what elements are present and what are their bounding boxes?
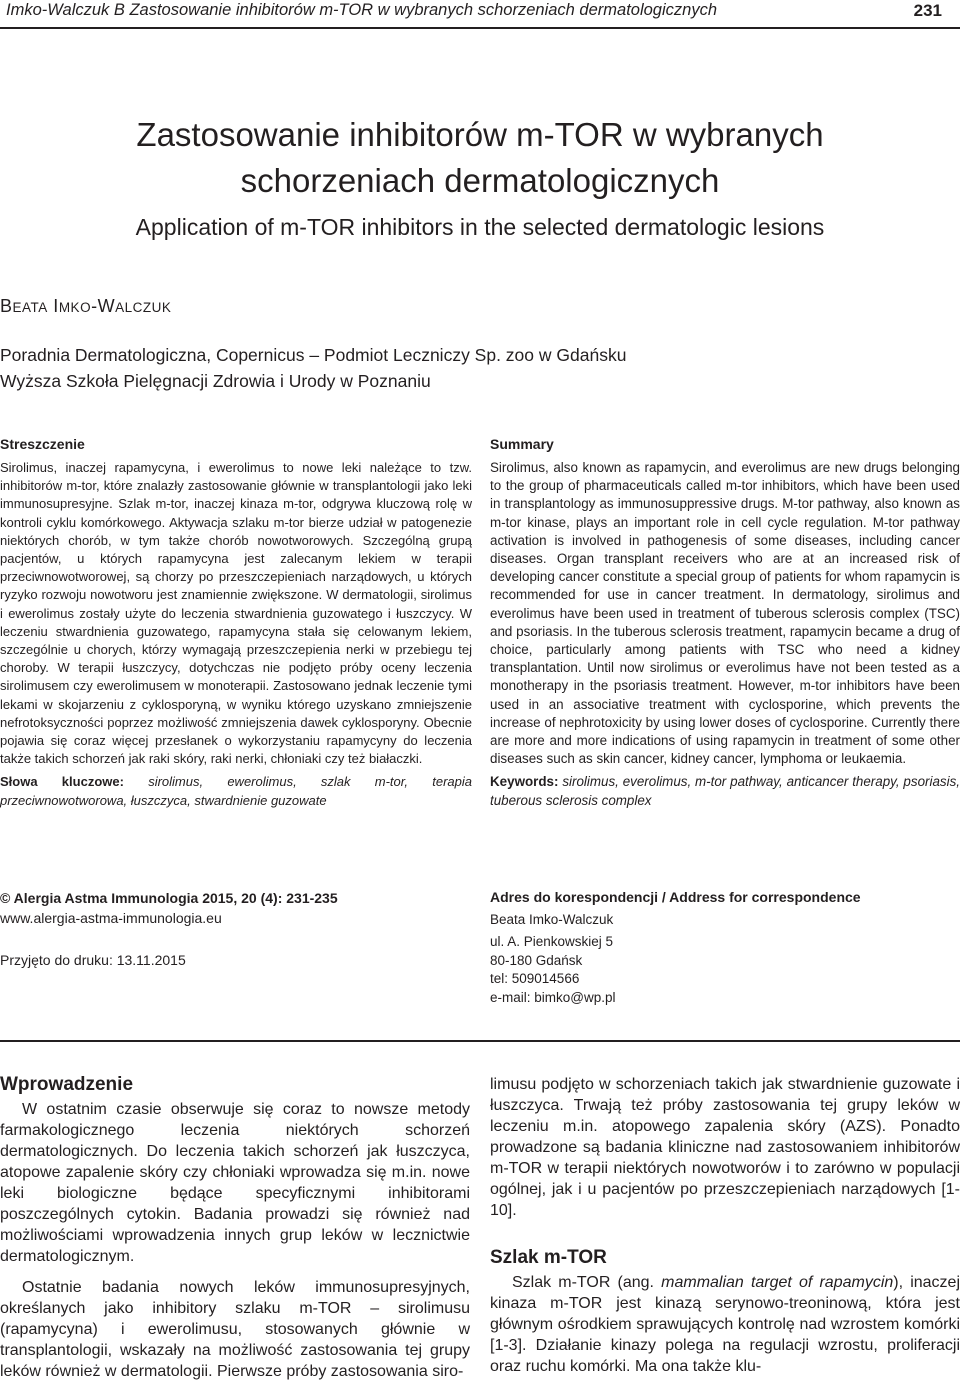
correspondence-tel: tel: 509014566 [490, 971, 580, 986]
header-rule [0, 27, 960, 29]
article-title-pl [0, 112, 960, 204]
journal-url[interactable]: www.alergia-astma-immunologia.eu [0, 910, 222, 926]
keywords-en [490, 773, 960, 809]
abstract-pl-paragraph: Sirolimus, inaczej rapamycyna, i ewerolimus to nowe leki należące to tzw. inhibitorów m-tor, które znalazły zastosowanie głównie w transplantologii jako leki immunosupresyjne. Szlak m-tor, inaczej kinaza m-tor, odgrywa kluczową rolę w kontroli cyklu komórkowego. Aktywacja szlaku m-tor bierze udział w patogenezie niektórych chorób, w tym także chorób nowotworowych. Szczególną grupą pacjentów, u których rapamycyna jest zalecanym lekiem w terapii przeciwnowotworowej, są chorzy po przeszczepieniach narządowych, u których ryzyko rozwoju nowotworu jest znamiennie zwiększone. W dermatologii, sirolimus i ewerolimus zostały użyte do leczenia stwardnienia guzowatego i łuszczycy. W leczeniu stwardnienia guzowatego, rapamycyna stała się celowanym lekiem, szczególnie u chorych, którzy wymagają przeszczepienia nerki w przebiegu tej choroby. W terapii łuszczycy, dotychczas nie podjęto próby oceny leczenia sirolimusem czy ewerolimusem w monoterapii. Zastosowano jednak leczenie tymi lekami w skojarzeniu z cyklosporyną, w wyniku którego uzyskano zmniejszenie nefrotoksyczności poprzez możliwość zmniejszenia dawek cyklosporyny. Obecnie pojawia się coraz więcej przesłanek o wykorzystaniu rapamycyny do leczenia także takich schorzeń jak raki skóry, raki nerki, chłoniaki czy też białaczki. [0, 460, 472, 767]
mtor-paragraph-1 [490, 1272, 960, 1377]
keywords-en-label: Keywords: [490, 774, 559, 790]
article-title-en: Application of m-TOR inhibitors in the selected dermatologic lesions [135, 214, 825, 240]
running-head [0, 0, 960, 24]
intro-paragraph-3: limusu podjęto w schorzeniach takich jak stwardnienie guzowate i łuszczyca. Trwają też próby zastosowania tej grupy leków w leczeniu m.in. atopowego zapalenia skóry (AZS). Ponadto prowadzone są badania kliniczne nad zastosowaniem inhibitorów m-TOR w terapii niektórych nowotworów i to zarówno w populacji ogólnej, jak i u pacjentów po przeszczepieniach narządowych [1-10]. [490, 1076, 960, 1219]
correspondence-street: ul. A. Pienkowskiej 5 [490, 934, 614, 949]
author-last-initial: I [53, 296, 59, 316]
correspondence-email[interactable]: e-mail: bimko@wp.pl [490, 989, 616, 1005]
mtor-text-a: Szlak m-TOR (ang. [512, 1274, 662, 1291]
author-name: BEATA IMKO-WALCZUK [0, 296, 172, 316]
section-rule [0, 1040, 960, 1042]
abstract-en [490, 436, 960, 810]
intro-paragraph-1: W ostatnim czasie obserwuje się coraz to nowsze metody farmakologicznego leczenia niektórych schorzeń dermatologicznych. Do leczenia takich schorzeń jak łuszczyca, atopowe zapalenie skóry czy chłoniaki wprowadza się m.in. nowe leki biologiczne będące specyficznymi inhibitorami poszczególnych cytokin. Badania prowadzi się również nad możliwościami wprowadzenia innych grup leków w lecznictwie dermatologicznym. [0, 1101, 470, 1265]
correspondence-city: 80-180 Gdańsk [490, 952, 583, 968]
accepted-date: Przyjęto do druku: 13.11.2015 [0, 952, 186, 968]
running-head-text: Imko-Walczuk B Zastosowanie inhibitorów m-TOR w wybranych schorzeniach dermatologicznych [6, 1, 717, 19]
keywords-pl [0, 773, 472, 809]
abstract-pl [0, 436, 472, 810]
author-last-rest: ALCZUK [115, 300, 172, 315]
intro-heading: Wprowadzenie [0, 1074, 134, 1095]
page-number: 231 [913, 1, 942, 20]
author-last-initial2: W [97, 296, 116, 316]
body-column-left [0, 1074, 470, 1382]
author-last-mid: MKO [58, 300, 92, 315]
keywords-pl-list: sirolimus, ewerolimus, szlak m-tor, terapia przeciwnowotworowa, łuszczyca, stwardnienie guzowate [0, 774, 472, 808]
title-block [0, 112, 960, 241]
affiliation-2: Wyższa Szkoła Pielęgnacji Zdrowia i Urody w Poznaniu [0, 371, 431, 391]
keywords-pl-label: Słowa kluczowe: [0, 774, 124, 790]
correspondence-name: Beata Imko-Walczuk [490, 911, 614, 927]
author-first-rest: EATA [12, 300, 48, 315]
mtor-heading: Szlak m-TOR [490, 1247, 607, 1268]
correspondence-heading: Adres do korespondencji / Address for correspondence [490, 889, 861, 905]
author-initial: B [0, 296, 13, 316]
intro-paragraph-2: Ostatnie badania nowych leków immunosupresyjnych, określanych jako inhibitory szlaku m-TOR – sirolimusu (rapamycyna) i ewerolimusu, stosowanych głównie w transplantologii, wskazały na możliwość zastosowania tej grupy leków również w dermatologii. Pierwsze próby zastosowania siro- [0, 1279, 470, 1380]
title-line-2: schorzeniach dermatologicznych [240, 162, 720, 199]
affiliations [0, 342, 626, 394]
abstract-pl-heading: Streszczenie [0, 436, 85, 452]
journal-info [0, 888, 338, 970]
body-column-right [490, 1074, 960, 1377]
title-line-1: Zastosowanie inhibitorów m-TOR w wybranych [136, 116, 824, 153]
correspondence [490, 888, 861, 1007]
affiliation-1: Poradnia Dermatologiczna, Copernicus – Podmiot Leczniczy Sp. zoo w Gdańsku [0, 345, 627, 365]
abstract-en-text [490, 459, 960, 810]
mtor-text-em: mammalian target of rapamycin [661, 1274, 894, 1291]
journal-citation: © Alergia Astma Immunologia 2015, 20 (4): 231-235 [0, 890, 338, 906]
abstract-en-heading: Summary [490, 436, 554, 452]
keywords-en-list: sirolimus, everolimus, m-tor pathway, anticancer therapy, psoriasis, tuberous sclerosis complex [490, 774, 960, 808]
abstract-pl-text [0, 459, 472, 810]
mtor-text-b: ), inaczej kinaza m-TOR jest kinazą serynowo-treoninową, która jest głównym ośrodkiem sprawujących kontrolę nad wzrostem komórki [1-3]. Działanie kinazy polega na regulacji wzrostu, proliferacji oraz ruchu komórki. Ma ona także klu- [490, 1274, 960, 1375]
abstract-en-paragraph: Sirolimus, also known as rapamycin, and everolimus are new drugs belonging to the group of pharmaceuticals called m-tor inhibitors, which have been used in transplantology as immunosuppressive drugs. M-tor pathway, also known as m-tor kinase, plays an important role in cell cycle regulation. M-tor pathway activation is involved in pathogenesis of some diseases, including cancer diseases. Organ transplant receivers who are at an increased risk of developing cancer constitute a special group of patients for whom rapamycin is recommended for use in cancer treatment. In dermatology, sirolimus and everolimus have been used in treatment of tuberous sclerosis complex (TSC) and psoriasis. In the tuberous sclerosis treatment, rapamycin became a drug of choice, particularly among patients with TSC who need a kidney transplantation. Until now sirolimus or everolimus have not been tested as a monotherapy in the psoriasis treatment. However, m-tor inhibitors have been used in an associative treatment with cyclosporine, which prevents the increase of nephrotoxicity by using lower doses of cyclosporine. Currently there are more and more indications of using rapamycin in treatment of some other diseases such as skin cancer, kidney cancer, lymphoma or leukaemia. [490, 460, 960, 767]
